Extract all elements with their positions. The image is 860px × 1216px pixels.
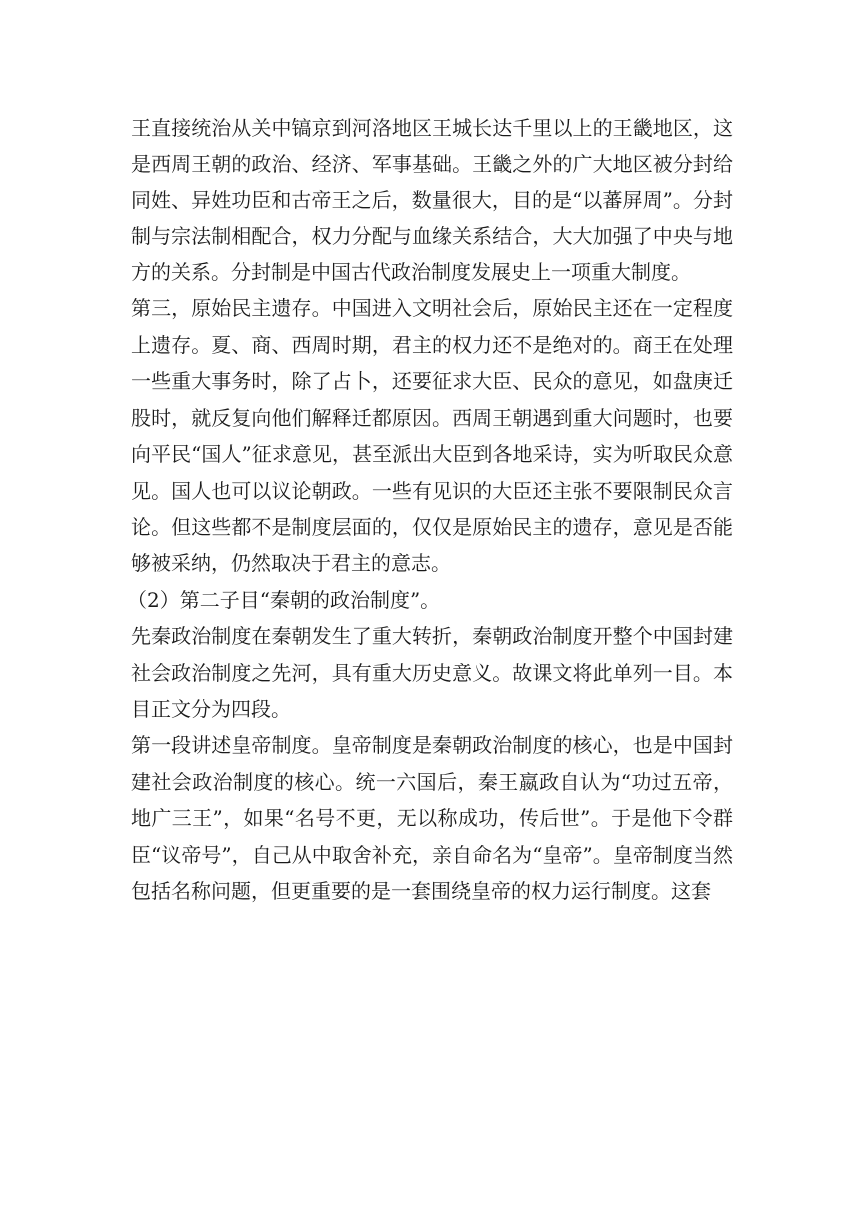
paragraph-qin-intro: 先秦政治制度在秦朝发生了重大转折，秦朝政治制度开整个中国封建社会政治制度之先河，具有重大历史意义。故课文将此单列一目。本目正文分为四段。 [131,624,733,721]
document-page [127,110,733,909]
section-heading-qin-political-system: （2）第二子目“秦朝的政治制度”。 [127,587,441,612]
paragraph-emperor-system: 第一段讲述皇帝制度。皇帝制度是秦朝政治制度的核心，也是中国封建社会政治制度的核心。统一六国后，秦王嬴政自认为“功过五帝，地广三王”，如果“名号不更，无以称成功，传后世”。于是他下令群臣“议帝号”，自己从中取舍补充，亲自命名为“皇帝”。皇帝制度当然包括名称问题，但更重要的是一套围绕皇帝的权力运行制度。这套 [131,733,733,903]
paragraph-enfeoffment: 王直接统治从关中镐京到河洛地区王城长达千里以上的王畿地区，这是西周王朝的政治、经济、军事基础。王畿之外的广大地区被分封给同姓、异姓功臣和古帝王之后，数量很大，目的是“以蕃屏周”。分封制与宗法制相配合，权力分配与血缘关系结合，大大加强了中央与地方的关系。分封制是中国古代政治制度发展史上一项重大制度。 [131,116,733,285]
paragraph-primitive-democracy: 第三，原始民主遗存。中国进入文明社会后，原始民主还在一定程度上遗存。夏、商、西周时期，君主的权力还不是绝对的。商王在处理一些重大事务时，除了占卜，还要征求大臣、民众的意见，如盘庚迁股时，就反复向他们解释迁都原因。西周王朝遇到重大问题时，也要向平民“国人”征求意见，甚至派出大臣到各地采诗，实为听取民众意见。国人也可以议论朝政。一些有见识的大臣还主张不要限制民众言论。但这些都不是制度层面的，仅仅是原始民主的遗存，意见是否能够被采纳，仍然取决于君主的意志。 [131,296,733,576]
